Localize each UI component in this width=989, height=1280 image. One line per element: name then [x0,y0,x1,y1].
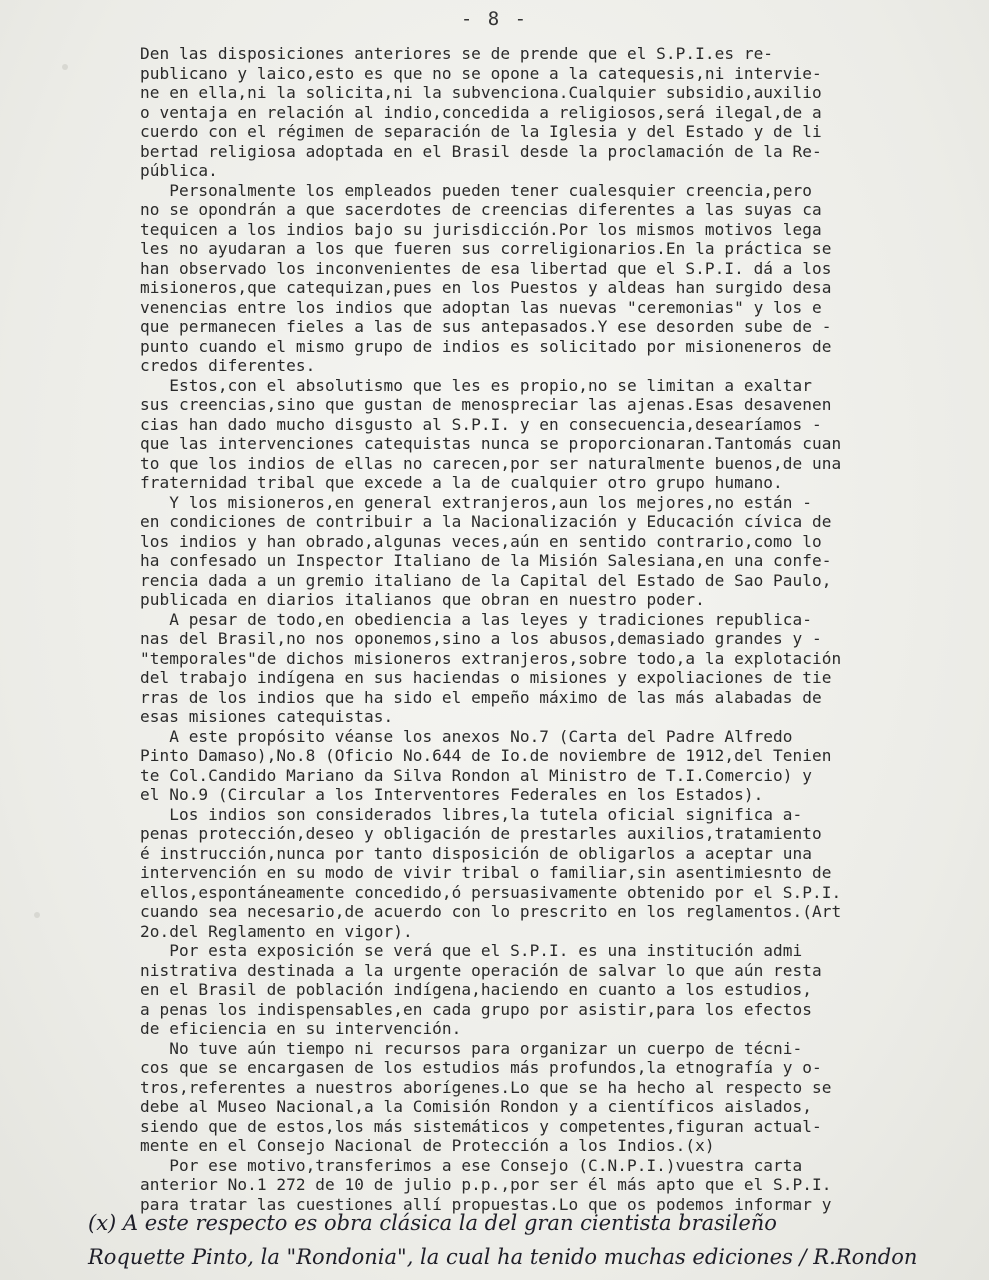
text-line: el No.9 (Circular a los Interventores Federales en los Estados). [140,785,764,804]
text-line: que permanecen fieles a las de sus antepasados.Y ese desorden sube de - [140,317,832,336]
text-line: é instrucción,nunca por tanto disposición de obligarlos a aceptar una [140,843,813,863]
text-line: tequicen a los indios bajo su jurisdicción.Por los mismos motivos lega [140,219,822,239]
text-line: rras de los indios que ha sido el empeño máximo de las más alabadas de [140,687,822,707]
text-line: debe al Museo Nacional,a la Comisión Rondon y a científicos aislados, [140,1097,813,1116]
page-number: - 8 - [460,8,529,30]
text-line: to que los indios de ellas no carecen,por ser naturalmente buenos,de una [140,453,842,473]
text-line: "temporales"de dichos misioneros extranjeros,sobre todo,a la explotación [140,648,842,668]
footnote-line: Roquette Pinto, la "Rondonia", la cual ha tenido muchas ediciones / R.Rondon [88,1245,918,1269]
text-line: penas protección,deseo y obligación de prestarles auxilios,tratamiento [140,824,822,843]
text-line: cias han dado mucho disgusto al S.P.I. y en consecuencia,desearíamos - [140,414,822,434]
text-line: Estos,con el absolutismo que les es propio,no se limitan a exaltar [140,375,813,395]
text-line: tros,referentes a nuestros aborígenes.Lo que se ha hecho al respecto se [140,1077,832,1097]
text-line: No tuve aún tiempo ni recursos para organizar un cuerpo de técni- [140,1038,803,1058]
text-line: fraternidad tribal que excede a la de cualquier otro grupo humano. [140,473,783,492]
text-line: cuando sea necesario,de acuerdo con lo prescrito en los reglamentos.(Art [140,902,842,921]
handwritten-footnote [88,1206,968,1274]
body-text [140,44,940,1214]
text-line: cos que se encargasen de los estudios más profundos,la etnografía y o- [140,1058,822,1077]
text-line: punto cuando el mismo grupo de indios es solicitado por misioneneros de [140,336,832,356]
text-line: en condiciones de contribuir a la Nacionalización y Educación cívica de [140,512,832,531]
text-line: intervención en su modo de vivir tribal o familiar,sin asentimiesnto de [140,863,832,882]
text-line: misioneros,que catequizan,pues en los Puestos y aldeas han surgido desa [140,278,832,297]
text-line: cuerdo con el régimen de separación de la Iglesia y del Estado y de li [140,122,822,141]
text-line: les no ayudaran a los que fueren sus correligionarios.En la práctica se [140,239,832,258]
text-line: rencia dada a un gremio italiano de la Capital del Estado de Sao Paulo, [140,570,832,590]
text-line: sus creencias,sino que gustan de menospreciar las ajenas.Esas desavenen [140,395,832,414]
text-line: ne en ella,ni la solicita,ni la subvenciona.Cualquier subsidio,auxilio [140,83,822,102]
text-line: anterior No.1 272 de 10 de julio p.p.,por ser él más apto que el S.P.I. [140,1175,832,1194]
text-line: A pesar de todo,en obediencia a las leyes y tradiciones republica- [140,609,813,629]
text-line: los indios y han obrado,algunas veces,aún en sentido contrario,como lo [140,531,822,551]
text-line: del trabajo indígena en sus haciendas o misiones y expoliaciones de tie [140,668,832,687]
text-line: o ventaja en relación al indio,concedida a religiosos,será ilegal,de a [140,102,822,122]
text-line: siendo que de estos,los más sistemáticos y competentes,figuran actual- [140,1116,822,1136]
punch-mark [34,912,40,918]
text-line: A este propósito véanse los anexos No.7 (Carta del Padre Alfredo [140,726,793,746]
text-line: en el Brasil de población indígena,haciendo en cuanto a los estudios, [140,980,813,999]
text-line: para tratar las cuestiones allí propuestas.Lo que os podemos informar y [140,1194,832,1214]
text-line: Den las disposiciones anteriores se de prende que el S.P.I.es re- [140,44,774,63]
text-line: nistrativa destinada a la urgente operación de salvar lo que aún resta [140,960,822,980]
text-line: publicada en diarios italianos que obran en nuestro poder. [140,590,705,609]
text-line: de eficiencia en su intervención. [140,1019,462,1038]
text-line: Pinto Damaso),No.8 (Oficio No.644 de Io.de noviembre de 1912,del Tenien [140,746,832,765]
text-line: no se opondrán a que sacerdotes de creencias diferentes a las suyas ca [140,200,822,219]
text-line: ellos,espontáneamente concedido,ó persuasivamente obtenido por el S.P.I. [140,882,842,902]
text-line: te Col.Candido Mariano da Silva Rondon al Ministro de T.I.Comercio) y [140,765,813,785]
text-line: mente en el Consejo Nacional de Protección a los Indios.(x) [140,1136,715,1155]
text-line: nas del Brasil,no nos oponemos,sino a los abusos,demasiado grandes y - [140,629,822,648]
punch-mark [62,64,68,70]
text-line: Por ese motivo,transferimos a ese Consejo (C.N.P.I.)vuestra carta [140,1155,803,1175]
text-line: Por esta exposición se verá que el S.P.I. es una institución admi [140,941,803,960]
text-line: esas misiones catequistas. [140,707,394,726]
text-line: credos diferentes. [140,356,316,375]
text-line: publicano y laico,esto es que no se opone a la catequesis,ni intervie- [140,63,822,83]
text-line: ha confesado un Inspector Italiano de la Misión Salesiana,en una confe- [140,551,832,570]
text-line: venencias entre los indios que adoptan las nuevas "ceremonias" y los e [140,297,822,317]
text-line: bertad religiosa adoptada en el Brasil desde la proclamación de la Re- [140,141,822,161]
text-line: 2o.del Reglamento en vigor). [140,921,413,941]
text-line: Y los misioneros,en general extranjeros,aun los mejores,no están - [140,492,813,512]
text-line: pública. [140,161,218,180]
text-line: a penas los indispensables,en cada grupo por asistir,para los efectos [140,999,813,1019]
text-line: Personalmente los empleados pueden tener cualesquier creencia,pero [140,180,813,200]
text-line: han observado los inconvenientes de esa libertad que el S.P.I. dá a los [140,258,832,278]
text-line: Los indios son considerados libres,la tutela oficial significa a- [140,804,803,824]
text-line: que las intervenciones catequistas nunca se proporcionaran.Tantomás cuan [140,434,842,453]
footnote-line: (x) A este respecto es obra clásica la del gran cientista brasileño [88,1211,777,1235]
